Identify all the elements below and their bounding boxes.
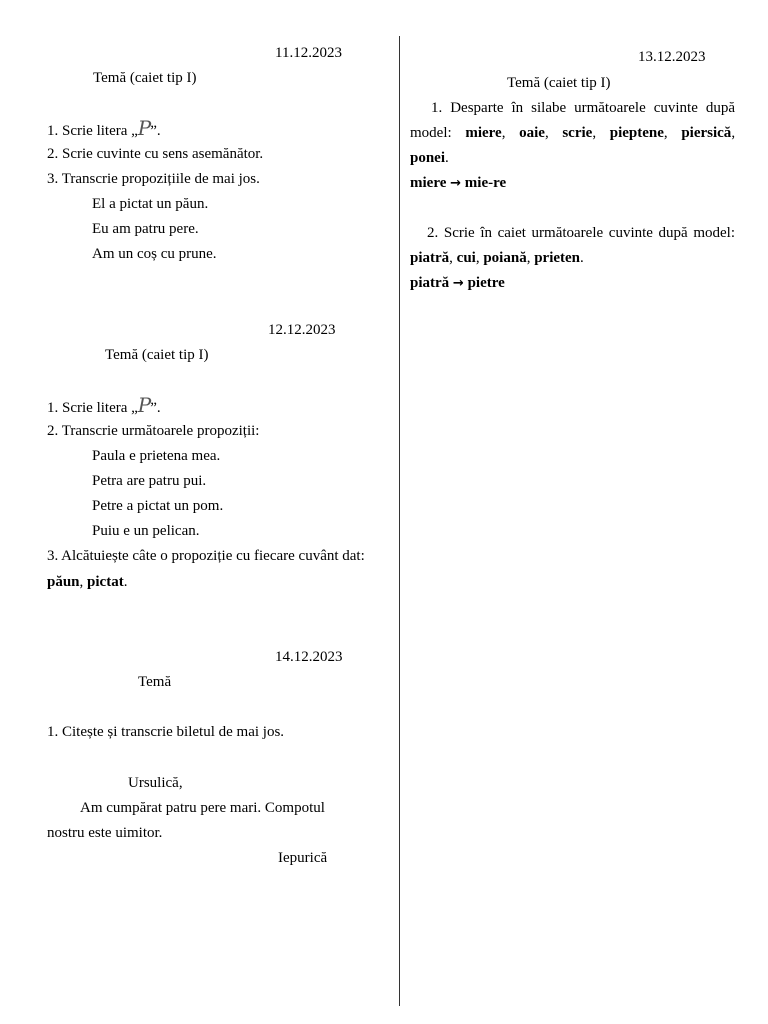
sentence-line: Puiu e un pelican. (92, 523, 200, 539)
sentence-line: Petre a pictat un pom. (92, 498, 224, 514)
sentence-line: Petra are patru pui. (92, 473, 207, 489)
arrow-right-icon: → (452, 276, 464, 291)
word: piersică (681, 125, 732, 141)
section-title: Temă (caiet tip I) (507, 75, 611, 91)
section-title: Temă (caiet tip I) (105, 347, 209, 363)
sentence-line: El a pictat un păun. (92, 196, 209, 212)
word-list: păun, pictat. (47, 574, 128, 590)
word: piatră (410, 250, 450, 266)
task-item: 3. Alcătuiește câte o propoziție cu fiecare cuvânt dat: (47, 548, 365, 564)
word-list: ponei. (410, 150, 449, 166)
word: pieptene (609, 125, 664, 141)
arrow-right-icon: → (450, 176, 462, 191)
sentence-line: Am un coș cu prune. (92, 246, 217, 262)
note-greeting: Ursulică, (128, 775, 183, 791)
date-12-12: 12.12.2023 (268, 322, 336, 338)
word: scrie (562, 125, 593, 141)
task-item: 1. Citește și transcrie biletul de mai jos. (47, 724, 285, 740)
task-item: 2. Scrie cuvinte cu sens asemănător. (47, 146, 264, 162)
cursive-letter-p: P (137, 116, 151, 140)
section-title: Temă (caiet tip I) (93, 70, 197, 86)
word: pictat (87, 574, 124, 590)
column-divider (399, 36, 400, 1006)
task-item: 2. Transcrie următoarele propoziții: (47, 423, 260, 439)
date-13-12: 13.12.2023 (638, 49, 706, 65)
word-list: model: miere, oaie, scrie, pieptene, piersică, (410, 125, 736, 141)
note-signature: Iepurică (278, 850, 328, 866)
section-title: Temă (138, 674, 172, 690)
word: oaie (519, 125, 545, 141)
word-list: piatră, cui, poiană, prieten. (410, 250, 584, 266)
word: cui (456, 250, 476, 266)
cursive-letter-p: P (137, 393, 151, 417)
task-item: 1. Scrie litera „P”. (47, 116, 161, 140)
model-example: piatră → pietre (410, 275, 505, 291)
task-item: 2. Scrie în caiet următoarele cuvinte după model: (427, 225, 735, 241)
word: ponei (410, 150, 446, 166)
sentence-line: Eu am patru pere. (92, 221, 199, 237)
sentence-line: Paula e prietena mea. (92, 448, 221, 464)
date-14-12: 14.12.2023 (275, 649, 343, 665)
task-item: 1. Desparte în silabe următoarele cuvinte după (431, 100, 735, 116)
model-example: miere → mie-re (410, 175, 507, 191)
word: poiană (483, 250, 527, 266)
note-body: Am cumpărat patru pere mari. Compotul (80, 800, 325, 816)
task-item: 3. Transcrie propozițiile de mai jos. (47, 171, 260, 187)
date-11-12: 11.12.2023 (275, 45, 342, 61)
task-item: 1. Scrie litera „P”. (47, 393, 161, 417)
word: păun (47, 574, 80, 590)
word: miere (465, 125, 502, 141)
note-body: nostru este uimitor. (47, 825, 163, 841)
word: prieten (534, 250, 581, 266)
